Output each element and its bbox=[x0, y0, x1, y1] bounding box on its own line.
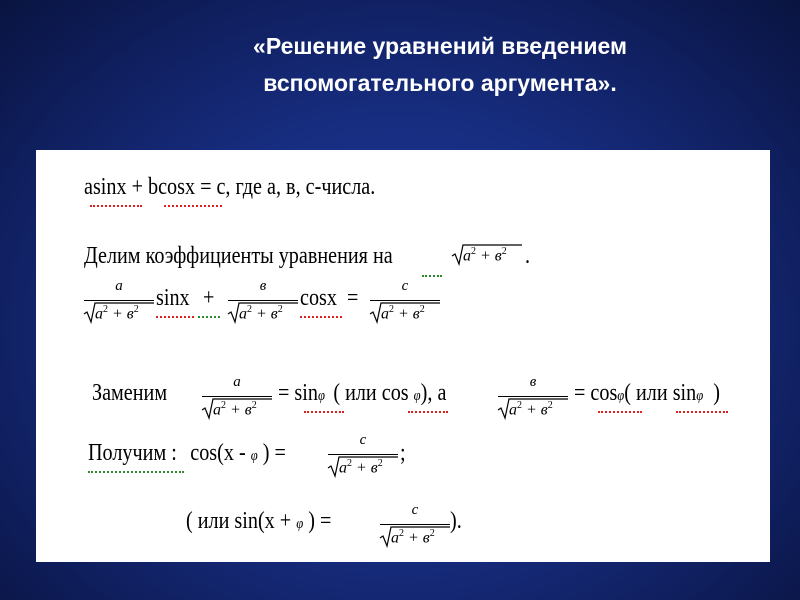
fraction-bar bbox=[380, 524, 450, 525]
divide-period-text: . bbox=[525, 243, 531, 269]
phi-symbol: φ bbox=[617, 388, 625, 404]
fraction-bar bbox=[202, 396, 272, 397]
denominator-root bbox=[84, 302, 154, 326]
alt-solution bbox=[186, 508, 331, 535]
phi-symbol: φ bbox=[250, 448, 258, 464]
title-line-2: вспомогательного аргумента». bbox=[263, 70, 617, 96]
or-sin-text: ( или sin bbox=[624, 380, 697, 406]
final-close bbox=[450, 508, 462, 535]
radicand: $a^2 + в^2$ bbox=[95, 304, 139, 323]
spellcheck-underline-sinphi-2 bbox=[676, 408, 728, 413]
divide-text: Делим коэффициенты уравнения на bbox=[84, 243, 393, 269]
denominator-root bbox=[202, 398, 272, 422]
fraction-bar bbox=[84, 300, 154, 301]
sin-phi-expr bbox=[278, 380, 446, 407]
phi-symbol: φ bbox=[317, 388, 325, 404]
spellcheck-underline-sinx bbox=[156, 313, 194, 318]
fraction-v-over-root bbox=[228, 278, 298, 330]
replace-text: Заменим bbox=[92, 380, 168, 406]
or-cos-text: ( или cos bbox=[333, 380, 409, 406]
cosx-text: cosx bbox=[300, 285, 337, 311]
divide-period bbox=[525, 243, 530, 270]
fraction-v-over-root-2 bbox=[498, 374, 568, 426]
or-sin-open-text: ( или sin(x + bbox=[186, 508, 292, 534]
fraction-a-over-root-2 bbox=[202, 374, 272, 426]
equals-sign: = bbox=[347, 285, 359, 311]
plus-sign: + bbox=[203, 285, 215, 311]
close-eq-text: ) = bbox=[262, 440, 286, 466]
spellcheck-underline-bcosx bbox=[164, 202, 222, 207]
close-eq-text: ) = bbox=[308, 508, 332, 534]
numerator-c: c bbox=[401, 278, 409, 294]
phi-symbol: φ bbox=[296, 516, 304, 532]
radicand: $a^2 + в^2$ bbox=[239, 304, 283, 323]
sqrt-a2-b2 bbox=[452, 244, 522, 268]
numerator-c: c bbox=[411, 502, 419, 518]
eq-cos-text: = cos bbox=[574, 380, 618, 406]
spellcheck-underline-asinx bbox=[90, 202, 142, 207]
radicand: $a^2 + в^2$ bbox=[391, 528, 435, 547]
denominator-root bbox=[228, 302, 298, 326]
grammar-underline-plus bbox=[198, 313, 220, 318]
radicand: $a^2 + в^2$ bbox=[509, 400, 553, 419]
get-label bbox=[88, 440, 286, 467]
radicand: $a^2 + в^2$ bbox=[381, 304, 425, 323]
numerator-v: в bbox=[529, 374, 537, 390]
numerator-a: a bbox=[233, 374, 241, 390]
radicand: $a^2 + в^2$ bbox=[213, 400, 257, 419]
numerator-v: в bbox=[259, 278, 267, 294]
spellcheck-underline-sinphi bbox=[304, 408, 344, 413]
fraction-bar bbox=[328, 454, 398, 455]
equation-general bbox=[84, 174, 375, 201]
fraction-bar bbox=[498, 396, 568, 397]
fraction-c-over-root-2 bbox=[328, 432, 398, 484]
radicand: $a^2 + в^2$ bbox=[339, 458, 383, 477]
fraction-bar bbox=[228, 300, 298, 301]
get-text: Получим : bbox=[88, 440, 177, 466]
cos-phi-expr bbox=[574, 380, 720, 407]
sinx-term bbox=[156, 285, 214, 312]
divide-instruction bbox=[84, 243, 393, 270]
cosx-term bbox=[300, 285, 358, 312]
formula-panel bbox=[36, 150, 770, 562]
fraction-c-over-root-3 bbox=[380, 502, 450, 554]
slide-title bbox=[190, 28, 690, 102]
fraction-c-over-root bbox=[370, 278, 440, 330]
eq-sin-text: = sin bbox=[278, 380, 318, 406]
denominator-root bbox=[380, 526, 450, 550]
fraction-a-over-root bbox=[84, 278, 154, 330]
denominator-root bbox=[498, 398, 568, 422]
denominator-root bbox=[370, 302, 440, 326]
radicand: $a^2 + в^2$ bbox=[463, 246, 507, 265]
spellcheck-underline-get bbox=[88, 468, 184, 473]
spellcheck-underline-cosphi-2 bbox=[598, 408, 642, 413]
cos-open-text: cos(x - bbox=[190, 440, 246, 466]
fraction-bar bbox=[370, 300, 440, 301]
title-line-1: «Решение уравнений введением bbox=[253, 33, 627, 59]
close-paren: ) bbox=[713, 380, 721, 406]
numerator-a: a bbox=[115, 278, 123, 294]
equation-general-text: asinx + bcosx = c, где а, в, с-числа. bbox=[84, 174, 376, 200]
sinx-text: sinx bbox=[156, 285, 190, 311]
denominator-root bbox=[328, 456, 398, 480]
replace-label bbox=[92, 380, 167, 407]
phi-symbol: φ bbox=[413, 388, 421, 404]
final-close-text: ). bbox=[450, 508, 462, 534]
semicolon bbox=[400, 440, 406, 467]
grammar-underline-na bbox=[422, 272, 442, 277]
numerator-c: c bbox=[359, 432, 367, 448]
phi-symbol: φ bbox=[696, 388, 704, 404]
comma-a-text: ), а bbox=[420, 380, 447, 406]
spellcheck-underline-cosx bbox=[300, 313, 342, 318]
semicolon-text: ; bbox=[400, 440, 406, 466]
spellcheck-underline-cosphi bbox=[408, 408, 448, 413]
